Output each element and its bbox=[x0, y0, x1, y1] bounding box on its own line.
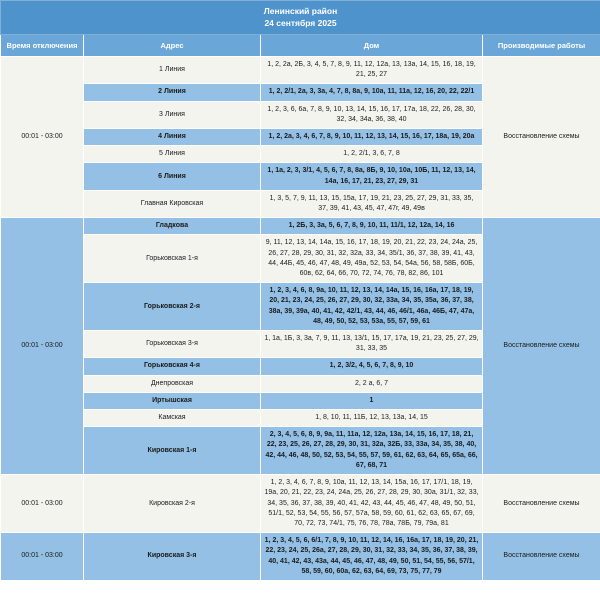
cell-address: 3 Линия bbox=[84, 101, 261, 128]
title-row bbox=[1, 1, 600, 35]
cell-outage-time: 00:01 - 03:00 bbox=[1, 57, 84, 218]
table-row bbox=[1, 57, 600, 84]
cell-outage-time: 00:01 - 03:00 bbox=[1, 533, 84, 581]
date-title: 24 сентября 2025 bbox=[264, 18, 337, 28]
cell-address: 4 Линия bbox=[84, 129, 261, 146]
column-header-time: Время отключения bbox=[1, 35, 84, 57]
column-header-house: Дом bbox=[261, 35, 483, 57]
cell-address: 5 Линия bbox=[84, 146, 261, 163]
cell-address: Днепровская bbox=[84, 375, 261, 392]
cell-outage-time: 00:01 - 03:00 bbox=[1, 475, 84, 533]
cell-house-numbers: 2, 3, 4, 5, 6, 8, 9, 9а, 11, 11а, 12, 12а, 13а, 14, 15, 16, 17, 18, 21, 22, 23, 25, 26, 27, 28, 29, 30, 31, 32а, 32Б, 33, 33а, 34, 35, 38, 40, 42, 44, 46, 48, 50, 52, 53, 54, 55, 57, 59, 61, 62, 63, 64, 65, 65а, 66, 67, 68, 71 bbox=[261, 427, 483, 475]
cell-house-numbers: 1, 1а, 2, 3, 3/1, 4, 5, 6, 7, 8, 8а, 8Б, 9, 10, 10а, 10Б, 11, 12, 13, 14, 14а, 16, 17, 21, 23, 27, 29, 31 bbox=[261, 163, 483, 190]
cell-house-numbers: 1, 2, 3, 4, 6, 7, 8, 9, 10а, 11, 12, 13, 14, 15а, 16, 17, 17/1, 18, 19, 19а, 20, 21, 22, 23, 24, 24а, 25, 26, 27, 28, 29, 30, 30а, 31/1, 32, 33, 34, 35, 36, 37, 38, 39, 40, 41, 42, 43, 44, 45, 46, 47, 48, 49, 50, 51, 51/1, 52, 53, 54, 55, 56, 57, 57а, 58, 59, 60, 61, 62, 63, 65, 67, 69, 70, 72, 73, 74/1, 75, 76, 78, 78а, 78Б, 79, 79а, 81 bbox=[261, 475, 483, 533]
cell-house-numbers: 1, 2, 3, 4, 5, 6, 6/1, 7, 8, 9, 10, 11, 12, 14, 16, 16а, 17, 18, 19, 20, 21, 22, 23, 24, 25, 26а, 27, 28, 29, 30, 31, 32, 33, 34, 35, 36, 37, 38, 39, 40, 41, 42, 43, 43а, 44, 45, 46, 47, 48, 49, 50, 51, 54, 55, 56, 57/1, 58, 59, 60, 60а, 62, 63, 64, 69, 73, 75, 77, 79 bbox=[261, 533, 483, 581]
column-header-row bbox=[1, 35, 600, 57]
cell-address: Кировская 1-я bbox=[84, 427, 261, 475]
cell-works: Восстановление схемы bbox=[483, 218, 600, 475]
table-row bbox=[1, 475, 600, 533]
column-header-address: Адрес bbox=[84, 35, 261, 57]
cell-house-numbers: 1, 1а, 1Б, 3, 3а, 7, 9, 11, 13, 13/1, 15, 17, 17а, 19, 21, 23, 25, 27, 29, 31, 33, 35 bbox=[261, 331, 483, 358]
cell-house-numbers: 9, 11, 12, 13, 14, 14а, 15, 16, 17, 18, 19, 20, 21, 22, 23, 24, 24а, 25, 26, 27, 28, 29, 30, 31, 32, 32а, 33, 34, 35/1, 36, 37, 38, 39, 41, 43, 44, 44Б, 45, 46, 47, 48, 49, 49а, 52, 53, 54, 54а, 56, 58, 58Б, 60Б, 60в, 62, 64, 66, 70, 72, 74, 76, 78, 82, 86, 101 bbox=[261, 235, 483, 283]
cell-address: Кировская 2-я bbox=[84, 475, 261, 533]
cell-house-numbers: 1, 8, 10, 11, 11Б, 12, 13, 13а, 14, 15 bbox=[261, 410, 483, 427]
cell-house-numbers: 1, 2, 2/1, 2а, 3, 3а, 4, 7, 8, 8а, 9, 10а, 11, 11а, 12, 16, 20, 22, 22/1 bbox=[261, 84, 483, 101]
cell-address: Горьковская 2-я bbox=[84, 283, 261, 331]
cell-works: Восстановление схемы bbox=[483, 533, 600, 581]
cell-address: 6 Линия bbox=[84, 163, 261, 190]
cell-house-numbers: 1, 2, 2а, 2Б, 3, 4, 5, 7, 8, 9, 11, 12, 12а, 13, 13а, 14, 15, 16, 18, 19, 21, 25, 27 bbox=[261, 57, 483, 84]
cell-address: Горьковская 1-я bbox=[84, 235, 261, 283]
cell-house-numbers: 1, 2, 2а, 3, 4, 6, 7, 8, 9, 10, 11, 12, 13, 14, 15, 16, 17, 18а, 19, 20а bbox=[261, 129, 483, 146]
title-banner bbox=[1, 1, 600, 35]
cell-house-numbers: 1 bbox=[261, 392, 483, 409]
cell-address: 2 Линия bbox=[84, 84, 261, 101]
cell-address: Кировская 3-я bbox=[84, 533, 261, 581]
table-body bbox=[1, 57, 600, 581]
cell-address: Горьковская 4-я bbox=[84, 358, 261, 375]
cell-house-numbers: 1, 2, 3, 4, 6, 8, 9а, 10, 11, 12, 13, 14, 14а, 15, 16, 16а, 17, 18, 19, 20, 21, 23, 24, 25, 26, 27, 29, 30, 32, 33а, 34, 35, 35а, 36, 37, 38, 38а, 39, 39а, 40, 41, 42, 42/1, 43, 44, 46, 46/1, 46а, 46Б, 47, 47а, 48, 49, 50, 52, 53, 53а, 55, 57, 59, 61 bbox=[261, 283, 483, 331]
cell-works: Восстановление схемы bbox=[483, 57, 600, 218]
cell-address: 1 Линия bbox=[84, 57, 261, 84]
table-header bbox=[1, 1, 600, 57]
district-title: Ленинский район bbox=[263, 6, 338, 16]
cell-address: Иртышская bbox=[84, 392, 261, 409]
cell-house-numbers: 1, 2, 3, 6, 6а, 7, 8, 9, 10, 13, 14, 15, 16, 17, 17а, 18, 22, 26, 28, 30, 32, 34, 34а, 36, 38, 40 bbox=[261, 101, 483, 128]
cell-house-numbers: 1, 2, 2/1, 3, 6, 7, 8 bbox=[261, 146, 483, 163]
cell-address: Камская bbox=[84, 410, 261, 427]
cell-works: Восстановление схемы bbox=[483, 475, 600, 533]
cell-house-numbers: 1, 2Б, 3, 3а, 5, 6, 7, 8, 9, 10, 11, 11/1, 12, 12а, 14, 16 bbox=[261, 218, 483, 235]
cell-house-numbers: 2, 2 а, 6, 7 bbox=[261, 375, 483, 392]
table-row bbox=[1, 218, 600, 235]
cell-address: Горьковская 3-я bbox=[84, 331, 261, 358]
cell-outage-time: 00:01 - 03:00 bbox=[1, 218, 84, 475]
column-header-works: Производимые работы bbox=[483, 35, 600, 57]
cell-address: Главная Кировская bbox=[84, 190, 261, 217]
table-row bbox=[1, 533, 600, 581]
cell-house-numbers: 1, 2, 3/2, 4, 5, 6, 7, 8, 9, 10 bbox=[261, 358, 483, 375]
cell-house-numbers: 1, 3, 5, 7, 9, 11, 13, 15, 15а, 17, 19, 21, 23, 25, 27, 29, 31, 33, 35, 37, 39, 41, 43, 45, 47, 47г, 49, 49в bbox=[261, 190, 483, 217]
cell-address: Гладкова bbox=[84, 218, 261, 235]
